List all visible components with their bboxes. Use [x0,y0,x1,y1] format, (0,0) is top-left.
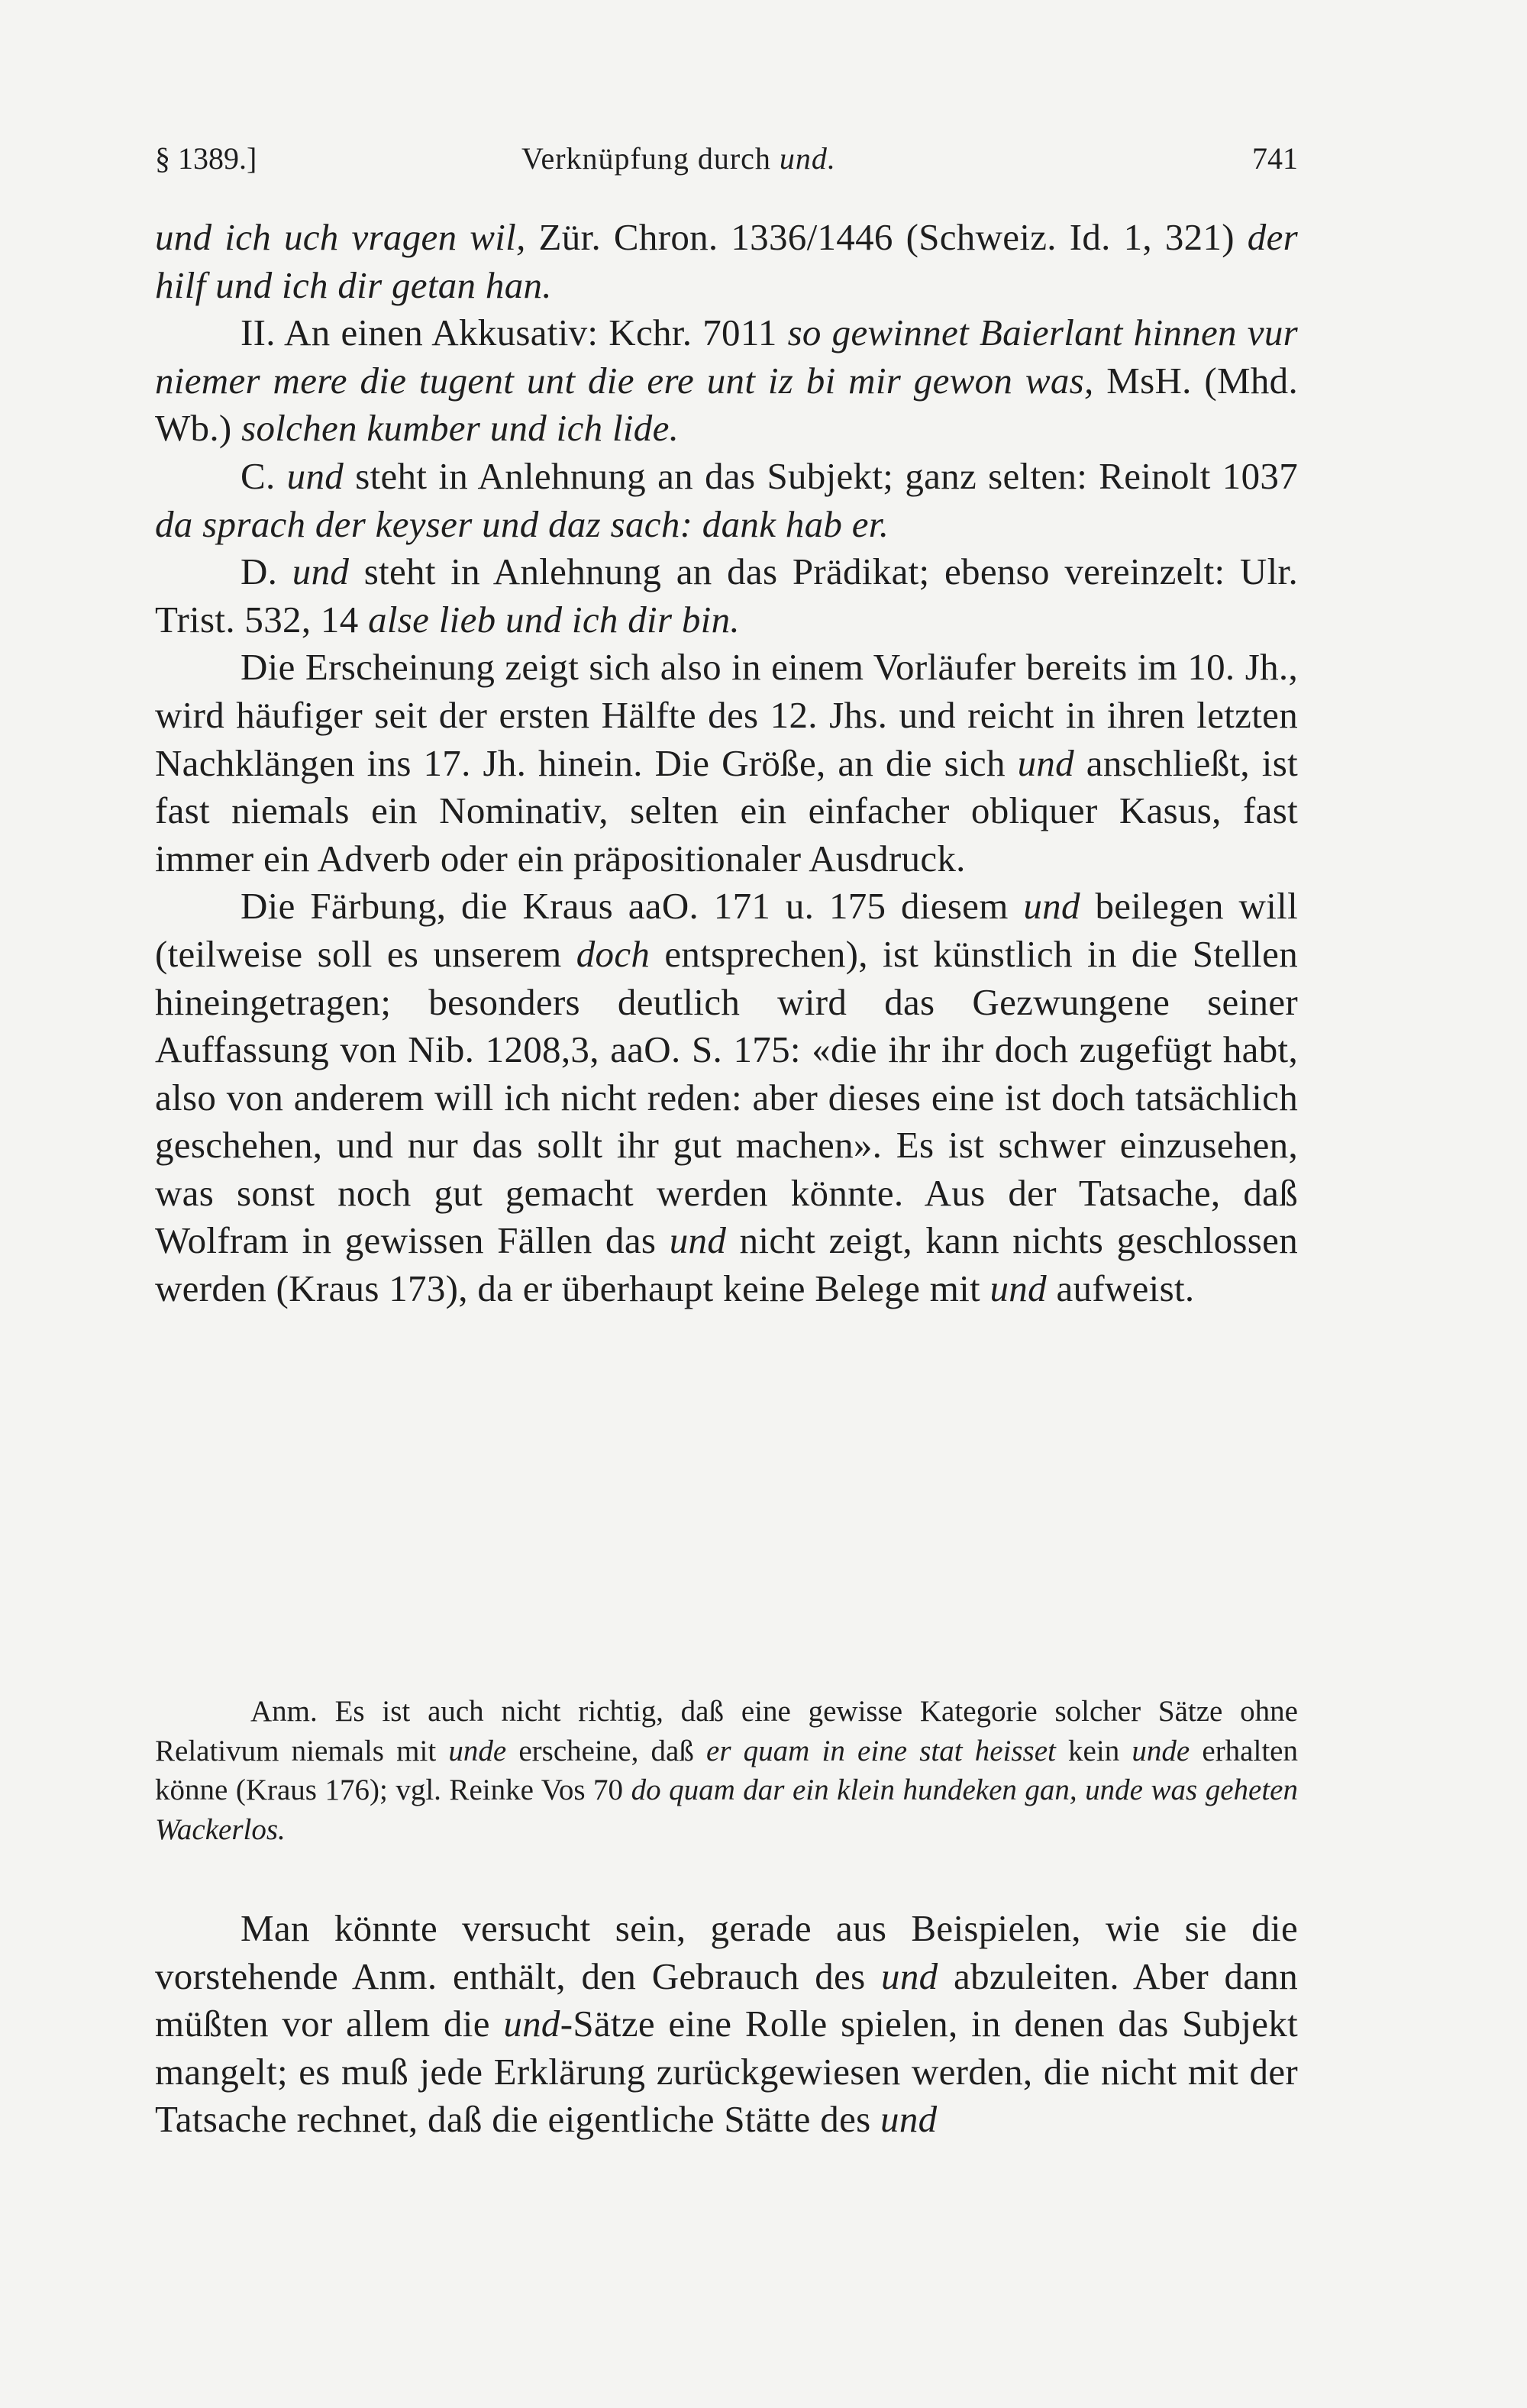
annotation-note [155,1692,1298,1849]
text-run: erhalten könne (Kraus 176); vgl. Reinke Vos 70 [155,1734,1298,1806]
paragraph [155,453,1298,548]
text-run: nicht zeigt, kann nichts geschlossen werden (Kraus 173), da er überhaupt keine Belege mit [155,1219,1298,1310]
text-run: D. [241,550,292,593]
italic-quotation: und [286,454,344,497]
text-run: steht in Anlehnung an das Prädikat; ebenso vereinzelt: Ulr. Trist. 532, 14 [155,550,1298,641]
italic-quotation: do quam dar ein klein hundeken gan, unde was geheten Wackerlos. [155,1774,1298,1846]
paragraph [155,214,1298,309]
continuation-text [155,1905,1298,2144]
running-header [155,136,1298,182]
paragraph [155,1905,1298,2144]
italic-quotation: doch [576,932,651,975]
italic-quotation: alse lieb und ich dir bin. [368,598,740,641]
text-run: Man könnte versucht sein, gerade aus Beispielen, wie sie die vorstehende Anm. enthält, den Gebrauch des [155,1907,1298,1997]
running-title [521,136,836,182]
italic-quotation: und ich uch vragen wil, [155,216,526,258]
text-run: kein [1055,1734,1132,1767]
running-title-italic: und. [779,141,836,176]
text-run: steht in Anlehnung an das Subjekt; ganz selten: Reinolt 1037 [344,454,1298,497]
text-run: MsH. (Mhd. Wb.) [155,359,1298,450]
text-run: entsprechen), ist künstlich in die Stellen hineingetragen; besonders deutlich wird das Gezwungene seiner Auffassung von Nib. 1208,3, aaO. S. 175: «die ihr ihr doch zugefügt habt, also von anderem will ich nicht reden: aber dieses eine ist doch tatsächlich geschehen, und nur das sollt ihr gut machen». Es ist schwer einzusehen, was sonst noch gut gemacht werden könnte. Aus der Tatsache, daß Wolfram in gewissen Fällen das [155,932,1298,1262]
text-run: abzuleiten. Aber dann müßten vor allem die [155,1954,1299,2045]
italic-quotation: und [989,1267,1047,1310]
text-run: -Sätze eine Rolle spielen, in denen das Subjekt mangelt; es muß jede Erklärung zurückgewiesen werden, die nicht mit der Tatsache rechnet, daß die eigentliche Stätte des [155,2003,1298,2141]
text-run: Anm. Es ist auch nicht richtig, daß eine gewisse Kategorie solcher Sätze ohne Relativum niemals mit [155,1695,1298,1767]
italic-quotation: und [1017,741,1074,784]
italic-quotation: solchen kumber und ich lide. [241,407,680,450]
italic-quotation: und [292,550,350,593]
italic-quotation: unde [448,1734,507,1767]
italic-quotation: er quam in eine stat heisset [706,1734,1056,1767]
italic-quotation: so gewinnet Baierlant hinnen vur niemer mere die tugent unt die ere unt iz bi mir gewon was, [155,311,1298,402]
paragraph [155,644,1298,883]
italic-quotation: und [881,1954,938,1997]
italic-quotation: der hilf und ich dir getan han. [155,216,1298,306]
text-run: anschließt, ist fast niemals ein Nominativ, selten ein einfacher obliquer Kasus, fast immer ein Adverb oder ein präpositionaler Ausdruck. [155,741,1298,880]
italic-quotation: und [503,2003,560,2045]
text-run: Zür. Chron. 1336/1446 (Schweiz. Id. 1, 321) [525,216,1248,258]
text-run: Die Färbung, die Kraus aaO. 171 u. 175 diesem [241,885,1024,928]
running-title-text: Verknüpfung durch [521,141,780,176]
text-run: C. [241,454,287,497]
page-number: 741 [1252,141,1298,176]
main-text [155,214,1298,1313]
text-run: erscheine, daß [506,1734,707,1767]
text-run: II. An einen Akkusativ: Kchr. 7011 [241,311,788,354]
text-run: aufweist. [1046,1267,1195,1310]
italic-quotation: unde [1132,1734,1190,1767]
italic-quotation: und [1023,885,1080,928]
paragraph [155,309,1298,453]
text-run: Die Erscheinung zeigt sich also in einem Vorläufer bereits im 10. Jh., wird häufiger seit der ersten Hälfte des 12. Jhs. und reicht in ihren letzten Nachklängen ins 17. Jh. hinein. Die Größe, an die sich [155,646,1298,784]
paragraph [155,548,1298,644]
italic-quotation: und [669,1219,727,1262]
italic-quotation: da sprach der keyser und daz sach: dank hab er. [155,502,889,545]
italic-quotation: und [880,2098,938,2141]
paragraph [155,883,1298,1312]
section-reference: § 1389.] [155,141,257,176]
text-run: beilegen will (teilweise soll es unserem [155,885,1298,975]
